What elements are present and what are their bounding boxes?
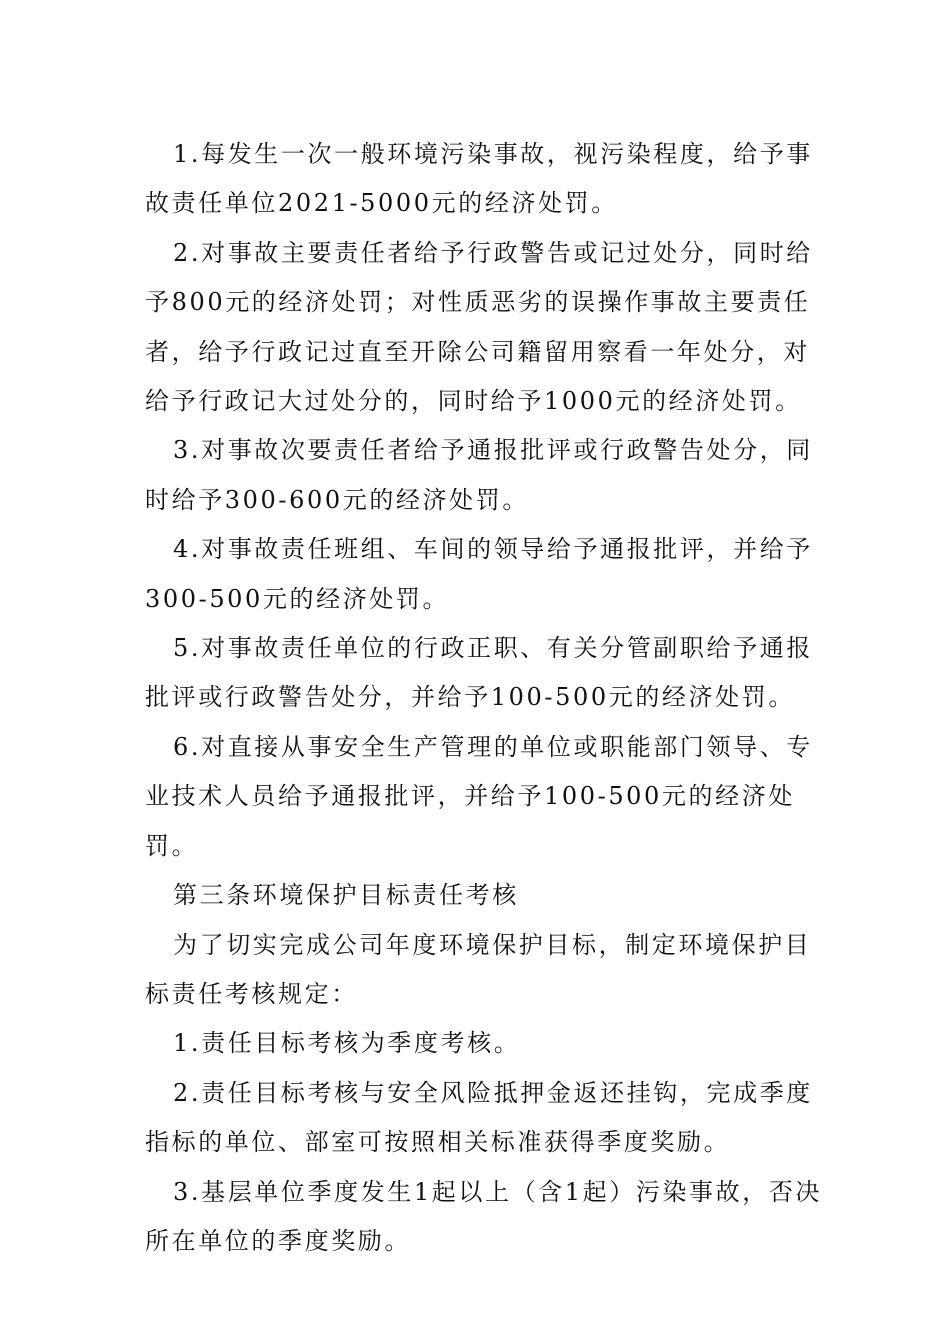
assessment-item-1: 1.责任目标考核为季度考核。 bbox=[173, 1029, 521, 1058]
article-intro: 为了切实完成公司年度环境保护目标，制定环境保护目标责任考核规定： bbox=[145, 930, 812, 1008]
penalty-item-4: 4.对事故责任班组、车间的领导给予通报批评，并给予300-500元的经济处罚。 bbox=[145, 535, 813, 613]
penalty-item-1: 1.每发生一次一般环境污染事故，视污染程度，给予事故责任单位2021-5000元的经济处罚。 bbox=[145, 140, 813, 218]
assessment-item-3: 3.基层单位季度发生1起以上（含1起）污染事故，否决所在单位的季度奖励。 bbox=[145, 1177, 823, 1255]
document-body bbox=[145, 130, 825, 1266]
penalty-item-6: 6.对直接从事安全生产管理的单位或职能部门领导、专业技术人员给予通报批评，并给予100-500元的经济处罚。 bbox=[145, 732, 813, 860]
penalty-item-3: 3.对事故次要责任者给予通报批评或行政警告处分，同时给予300-600元的经济处罚。 bbox=[145, 436, 813, 514]
penalty-item-5: 5.对事故责任单位的行政正职、有关分管副职给予通报批评或行政警告处分，并给予100-500元的经济处罚。 bbox=[145, 634, 813, 712]
article-heading: 第三条环境保护目标责任考核 bbox=[173, 881, 519, 910]
penalty-item-2: 2.对事故主要责任者给予行政警告或记过处分，同时给予800元的经济处罚；对性质恶劣的误操作事故主要责任者，给予行政记过直至开除公司籍留用察看一年处分，对给予行政记大过处分的，同时给予1000元的经济处罚。 bbox=[145, 238, 813, 416]
assessment-item-2: 2.责任目标考核与安全风险抵押金返还挂钩，完成季度指标的单位、部室可按照相关标准获得季度奖励。 bbox=[145, 1078, 813, 1157]
